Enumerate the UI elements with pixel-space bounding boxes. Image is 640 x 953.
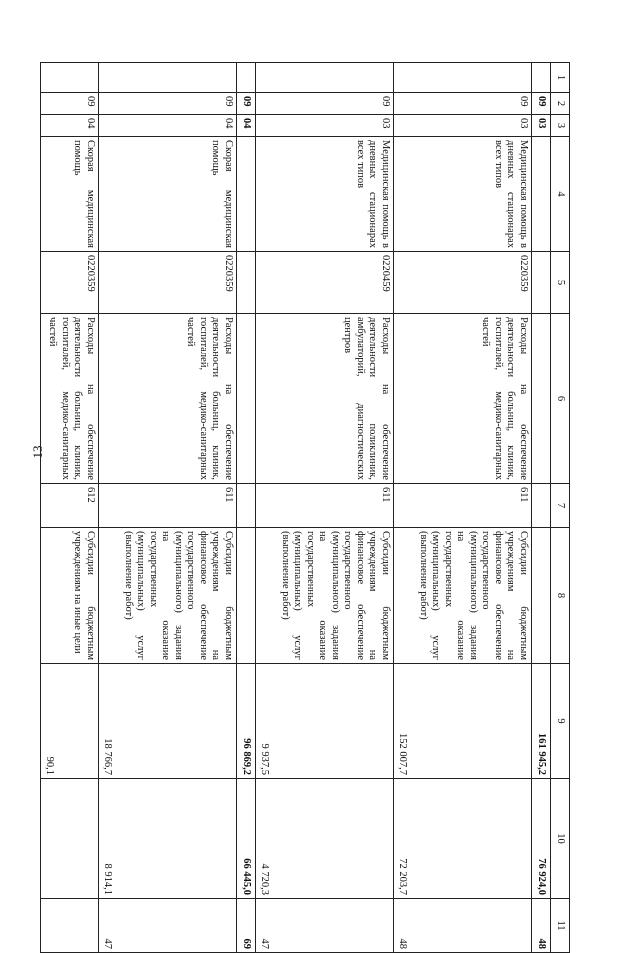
cell-amount: 8 914,1 [99, 779, 237, 899]
cell: 04 [237, 115, 256, 137]
cell [41, 63, 99, 93]
col-header: 8 [551, 528, 570, 664]
cell-code: 611 [99, 484, 237, 528]
cell-name: Скорая медицинская помощь [41, 137, 99, 252]
section-total-row [532, 63, 551, 953]
cell-description: Субсидии бюджетным учреждениям на иные цели [41, 528, 99, 664]
cell-code: 0220459 [256, 252, 394, 314]
cell-percent: 48 [532, 899, 551, 953]
cell-code: 611 [394, 484, 532, 528]
cell [532, 314, 551, 484]
section-total-row [237, 63, 256, 953]
cell-description: Субсидии бюджетным учреждениям на финансовое обеспечение государственного (муниципального) задания на оказание государственных (муниципальных) услуг (выполнение работ) [99, 528, 237, 664]
cell [532, 63, 551, 93]
cell [256, 63, 394, 93]
cell [237, 252, 256, 314]
cell-percent: 69 [237, 899, 256, 953]
cell-code: 0220359 [99, 252, 237, 314]
col-header: 11 [551, 899, 570, 953]
cell [237, 137, 256, 252]
col-header: 3 [551, 115, 570, 137]
cell-amount: 90,1 [41, 664, 99, 779]
column-number-row [551, 63, 570, 953]
cell [532, 137, 551, 252]
cell [99, 63, 237, 93]
cell [394, 63, 532, 93]
cell-description: Субсидии бюджетным учреждениям на финансовое обеспечение государственного (муниципального) задания на оказание государственных (муниципальных) услуг (выполнение работ) [394, 528, 532, 664]
cell-description: Расходы на обеспечение деятельности поликлиник, амбулаторий, диагностических центров [256, 314, 394, 484]
page-number: 13 [30, 445, 45, 459]
col-header: 5 [551, 252, 570, 314]
cell [237, 314, 256, 484]
table-row [99, 63, 237, 953]
cell-amount: 96 869,2 [237, 664, 256, 779]
rotated-page [40, 62, 570, 952]
cell-code: 611 [256, 484, 394, 528]
cell-amount: 161 945,2 [532, 664, 551, 779]
cell-percent: 47 [99, 899, 237, 953]
cell [237, 484, 256, 528]
cell-name: Медицинская помощь в дневных стационарах всех типов [394, 137, 532, 252]
table-row [41, 63, 99, 953]
cell-amount: 152 007,7 [394, 664, 532, 779]
cell-description: Расходы на обеспечение деятельности больниц, клиник, госпиталей, медико-санитарных частей [99, 314, 237, 484]
cell-percent: 47 [256, 899, 394, 953]
cell [237, 528, 256, 664]
cell [532, 484, 551, 528]
cell [532, 528, 551, 664]
cell-code: 0220359 [394, 252, 532, 314]
cell: 03 [532, 115, 551, 137]
cell-percent: 48 [394, 899, 532, 953]
cell-amount: 76 924,0 [532, 779, 551, 899]
cell: 09 [394, 93, 532, 115]
cell: 03 [256, 115, 394, 137]
cell-description: Расходы на обеспечение деятельности больниц, клиник, госпиталей, медико-санитарных частей [394, 314, 532, 484]
cell-amount: 18 766,7 [99, 664, 237, 779]
cell-code: 0220359 [41, 252, 99, 314]
col-header: 1 [551, 63, 570, 93]
cell-amount: 66 445,0 [237, 779, 256, 899]
cell-amount [41, 779, 99, 899]
cell [237, 63, 256, 93]
budget-table [40, 62, 570, 953]
cell-percent [41, 899, 99, 953]
cell: 09 [532, 93, 551, 115]
cell: 09 [41, 93, 99, 115]
cell: 03 [394, 115, 532, 137]
cell-code: 612 [41, 484, 99, 528]
cell [532, 252, 551, 314]
table-row [394, 63, 532, 953]
cell: 04 [41, 115, 99, 137]
col-header: 7 [551, 484, 570, 528]
cell-name: Медицинская помощь в дневных стационарах всех типов [256, 137, 394, 252]
col-header: 2 [551, 93, 570, 115]
cell: 09 [237, 93, 256, 115]
cell-description: Расходы на обеспечение деятельности больниц, клиник, госпиталей, медико-санитарных частей [41, 314, 99, 484]
table-row [256, 63, 394, 953]
cell-amount: 9 937,5 [256, 664, 394, 779]
cell: 09 [99, 93, 237, 115]
col-header: 9 [551, 664, 570, 779]
col-header: 10 [551, 779, 570, 899]
cell-name: Скорая медицинская помощь [99, 137, 237, 252]
cell-description: Субсидии бюджетным учреждениям на финансовое обеспечение государственного (муниципального) задания на оказание государственных (муниципальных) услуг (выполнение работ) [256, 528, 394, 664]
cell: 04 [99, 115, 237, 137]
col-header: 4 [551, 137, 570, 252]
col-header: 6 [551, 314, 570, 484]
cell-amount: 4 720,3 [256, 779, 394, 899]
cell: 09 [256, 93, 394, 115]
cell-amount: 72 203,7 [394, 779, 532, 899]
